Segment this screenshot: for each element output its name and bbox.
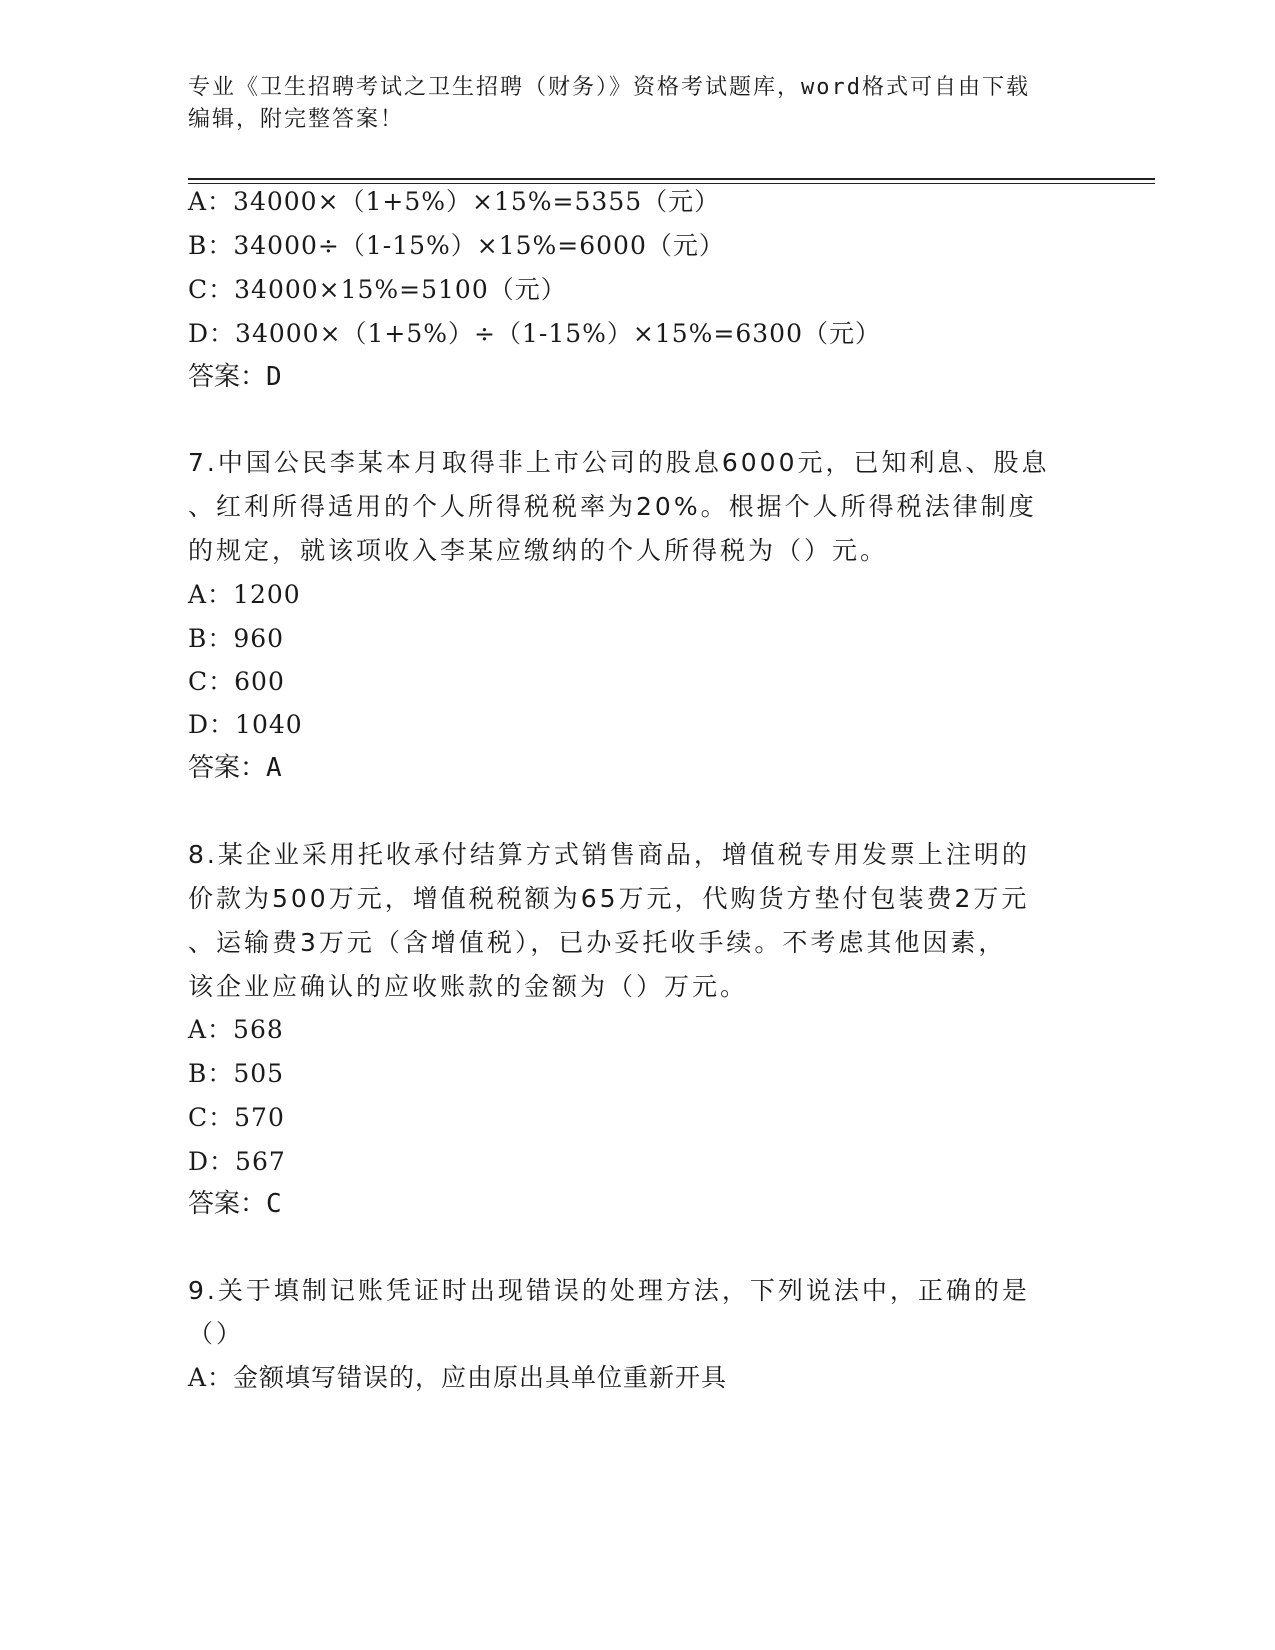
question-7-option-a: A：1200: [188, 580, 301, 609]
option-b: B：34000÷（1-15%）×15%=6000（元）: [188, 231, 725, 260]
question-8-answer: 答案：C: [188, 1189, 282, 1219]
header-line-2: 编辑，附完整答案！: [188, 107, 405, 132]
question-9-option-a: A：金额填写错误的，应由原出具单位重新开具: [188, 1363, 728, 1392]
question-9-text-line-2: （）: [188, 1319, 245, 1348]
option-d: D：34000×（1+5%）÷（1-15%）×15%=6300（元）: [188, 319, 881, 348]
question-8-option-b: B：505: [188, 1059, 285, 1088]
option-a: A：34000×（1+5%）×15%=5355（元）: [188, 187, 721, 216]
question-7-option-c: C：600: [188, 667, 285, 696]
question-7-answer: 答案：A: [188, 753, 282, 783]
header-line-1: 专业《卫生招聘考试之卫生招聘（财务）》资格考试题库，word格式可自由下载: [188, 75, 1030, 100]
question-9-text-line-1: 9.关于填制记账凭证时出现错误的处理方法，下列说法中，正确的是: [188, 1276, 1030, 1305]
question-8-option-d: D：567: [188, 1147, 286, 1176]
question-8-text-line-2: 价款为500万元，增值税税额为65万元，代购货方垫付包装费2万元: [188, 884, 1030, 913]
header-divider-thick: [188, 178, 1155, 180]
question-8-option-a: A：568: [188, 1015, 284, 1044]
option-c: C：34000×15%=5100（元）: [188, 275, 567, 304]
question-7-option-b: B：960: [188, 624, 285, 653]
question-7-text-line-1: 7.中国公民李某本月取得非上市公司的股息6000元，已知利息、股息: [188, 448, 1050, 477]
question-7-text-line-2: 、红利所得适用的个人所得税税率为20%。根据个人所得税法律制度: [188, 492, 1037, 521]
question-7-text-line-3: 的规定，就该项收入李某应缴纳的个人所得税为（）元。: [188, 536, 889, 565]
question-7-option-d: D：1040: [188, 710, 303, 739]
question-8-option-c: C：570: [188, 1103, 285, 1132]
question-8-text-line-4: 该企业应确认的应收账款的金额为（）万元。: [188, 972, 749, 1001]
question-8-text-line-3: 、运输费3万元（含增值税），已办妥托收手续。不考虑其他因素，: [188, 928, 1007, 957]
question-8-text-line-1: 8.某企业采用托收承付结算方式销售商品，增值税专用发票上注明的: [188, 840, 1030, 869]
answer: 答案：D: [188, 362, 282, 392]
document-header: [188, 72, 1088, 136]
header-divider-thin: [188, 183, 1155, 184]
